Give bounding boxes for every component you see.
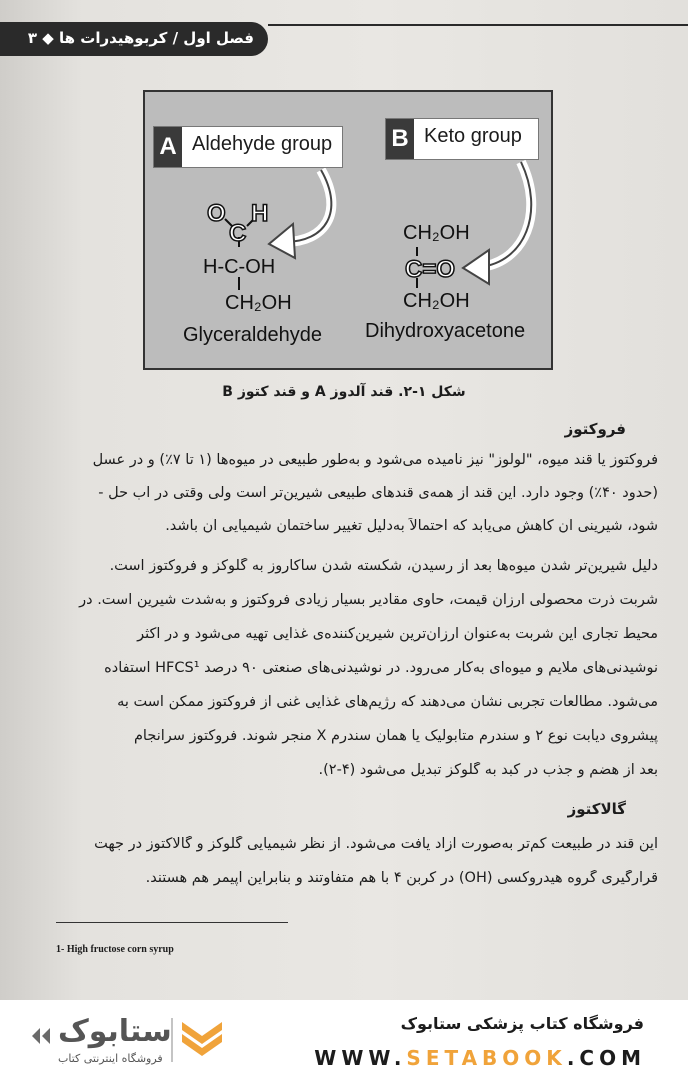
paragraph-line: بعد از هضم و جذب در کبد به گلوکز تبدیل می‌شود (۴-۲).	[318, 762, 658, 778]
glyceraldehyde-bottom: CH₂OH	[225, 292, 292, 314]
url-prefix: WWW.	[314, 1046, 407, 1070]
aldehyde-oxygen: O	[207, 200, 226, 227]
panel-b-label: Keto group	[424, 125, 522, 147]
figure-aldose-ketose	[143, 90, 553, 370]
paragraph-line: نوشیدنی‌های ملایم و میوه‌ای به‌کار می‌رود. در نوشیدنی‌های صنعتی ۹۰ درصد HFCS¹ استفاده	[104, 660, 658, 676]
url-suffix: .COM	[566, 1046, 646, 1070]
paragraph-line: شود، شیرینی آن کاهش می‌یابد که احتمالاً به‌دلیل تغییر ساختمان شیمیایی آن باشد.	[165, 518, 658, 534]
footnote: 1- High fructose corn syrup	[56, 944, 174, 955]
aldehyde-carbon: C	[229, 220, 247, 247]
glyceraldehyde-middle: H-C-OH	[203, 256, 276, 278]
url-brand: SETABOOK	[406, 1046, 567, 1070]
footnote-rule	[56, 922, 288, 923]
keto-carbonyl: C=O	[405, 256, 456, 283]
dihydroxyacetone-name: Dihydroxyacetone	[365, 320, 526, 342]
label-aldehyde-group	[153, 126, 343, 168]
paragraph-line: فروکتوز یا قند میوه، "لولوز" نیز نامیده می‌شود و به‌طور طبیعی در میوه‌ها (۱ تا ۷٪) و در عسل	[92, 452, 658, 468]
paragraph-line: این قند در طبیعت کم‌تر به‌صورت آزاد یافت می‌شود. از نظر شیمیایی گلوکز و گالاکتوز در جهت	[94, 836, 658, 852]
paragraph-line: (حدود ۴۰٪) وجود دارد. این قند از همه‌ی قندهای طبیعی شیرین‌تر است ولی وقتی در آب حل -	[98, 485, 658, 501]
dha-top: CH₂OH	[403, 222, 470, 244]
panel-a-label: Aldehyde group	[192, 133, 333, 155]
paragraph-line: شربت ذرت محصولی ارزان قیمت، حاوی مقادیر بسیار زیادی فروکتوز و به‌شدت شیرین است. در	[79, 592, 658, 608]
setabook-logo[interactable]	[22, 1012, 222, 1072]
glyceraldehyde-name: Glyceraldehyde	[183, 324, 322, 346]
dha-bottom: CH₂OH	[403, 290, 470, 312]
panel-a-letter: A	[154, 127, 182, 167]
paragraph-line: می‌شود. مطالعات تجربی نشان می‌دهند که رژیم‌های غذایی غنی از فروکتوز ممکن است به	[117, 694, 658, 710]
label-keto-group	[385, 118, 539, 160]
chapter-header	[0, 22, 268, 56]
store-name: فروشگاه کتاب پزشکی ستابوک	[400, 1014, 644, 1033]
chapter-title: فصل اول / کربوهیدرات ها ◆ ۳	[27, 29, 254, 47]
store-footer	[0, 1000, 688, 1079]
panel-b-letter: B	[386, 119, 414, 159]
logo-subtitle: فروشگاه اینترنتی کتاب	[58, 1052, 163, 1065]
header-rule	[268, 24, 688, 56]
store-url[interactable]	[314, 1046, 646, 1070]
heading-galactose: گالاکتوز	[567, 800, 626, 818]
paragraph-line: محیط تجاری این شربت به‌عنوان ارزان‌ترین شیرین‌کننده‌ی غذایی تهیه می‌شود و در اکثر	[137, 626, 658, 642]
figure-caption: شکل ۱-۲. قند آلدوز A و قند کتوز B	[222, 384, 466, 400]
aldehyde-hydrogen: H	[251, 200, 269, 227]
paragraph-line: دلیل شیرین‌تر شدن میوه‌ها بعد از رسیدن، شکسته شدن ساکاروز به گلوکز و فروکتوز است.	[109, 558, 658, 574]
paragraph-line: قرارگیری گروه هیدروکسی (OH) در کربن ۴ با هم متفاوتند و بنابراین اپیمر هم هستند.	[145, 870, 658, 886]
paragraph-line: پیشروی دیابت نوع ۲ و سندرم متابولیک یا همان سندرم X منجر شوند. فروکتوز سرانجام	[133, 728, 658, 744]
heading-fructose: فروکتوز	[564, 420, 626, 438]
logo-word: ستابوک	[58, 1014, 172, 1049]
